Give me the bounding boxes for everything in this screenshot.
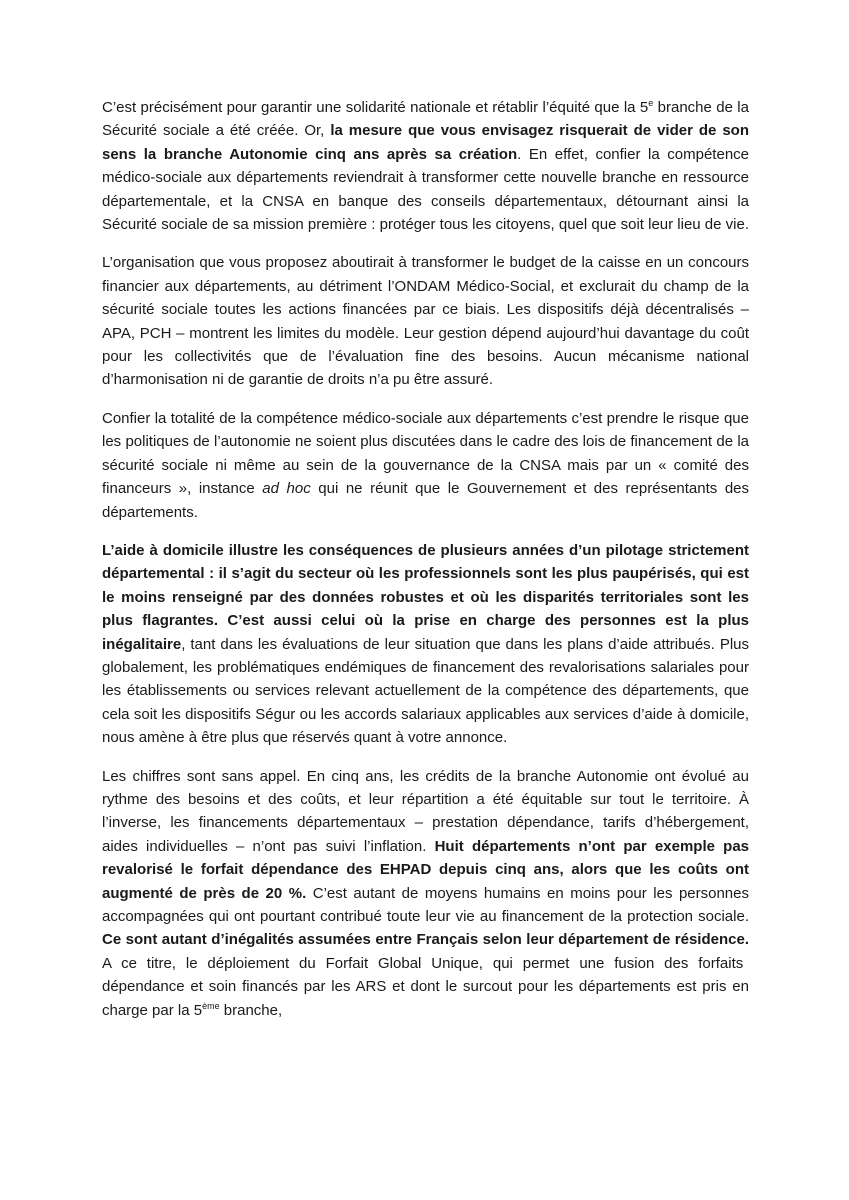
paragraph-3: Confier la totalité de la compétence médico-sociale aux départements c’est prendre le risque que les politiques de l’autonomie ne soient plus discutées dans le cadre des lois de financement de la sécurité sociale ni même au sein de la gouvernance de la CNSA mais par un « comité des financeurs », instance ad hoc qui ne réunit que le Gouvernement et des représentants des départements. [102,409,750,521]
paragraph-2: L’organisation que vous proposez aboutirait à transformer le budget de la caisse en un concours financier aux départements, au détriment l’ONDAM Médico-Social, et exclurait du champ de la sécurité sociale toutes les actions financées par ce biais. Les dispositifs déjà décentralisés – APA, PCH – montrent les limites du modèle. Leur gestion dépend aujourd’hui davantage du coût pour les collectivités que de l’évaluation fine des besoins. Aucun mécanisme national d’harmonisation ni de garantie de droits n’a pu être assuré. [102,254,749,389]
bold-emphasis: Huit départements n’ont par exemple pas revalorisé le forfait dépendance des EHPAD depuis cinq ans, alors que les coûts ont augmenté de près de 20 %. [102,837,749,902]
bold-emphasis: Ce sont autant d’inégalités assumées entre Français selon leur département de résidence. [102,931,749,949]
paragraph-1: C’est précisément pour garantir une solidarité nationale et rétablir l’équité que la 5e branche de la Sécurité sociale a été créée. Or, la mesure que vous envisagez risquerait de vider de son sens la branche Autonomie cinq ans après sa création. En effet, confier la compétence médico-sociale aux départements reviendrait à transformer cette nouvelle branche en ressource départementale, et la CNSA en banque des conseils départementaux, détournant ainsi la Sécurité sociale de sa mission première : protéger tous les citoyens, quel que soit leur lieu de vie. [102,98,750,234]
document-page [102,96,749,1037]
bold-emphasis: L’aide à domicile illustre les conséquences de plusieurs années d’un pilotage strictement départemental : il s’agit du secteur où les professionnels sont les plus paupérisés, qui est le moins renseigné par des données robustes et où les disparités territoriales sont les plus flagrantes. C’est aussi celui où la prise en charge des personnes est la plus inégalitaire [102,541,749,653]
paragraph-4: L’aide à domicile illustre les conséquences de plusieurs années d’un pilotage strictement départemental : il s’agit du secteur où les professionnels sont les plus paupérisés, qui est le moins renseigné par des données robustes et où les disparités territoriales sont les plus flagrantes. C’est aussi celui où la prise en charge des personnes est la plus inégalitaire, tant dans les évaluations de leur situation que dans les plans d’aide attribués. Plus globalement, les problématiques endémiques de financement des revalorisations salariales pour les établissements ou services relevant actuellement de la compétence des départements, que cela soit les dispositifs Ségur ou les accords salariaux applicables aux services d’aide à domicile, nous amène à être plus que réservés quant à votre annonce. [102,541,749,747]
bold-emphasis: la mesure que vous envisagez risquerait de vider de son sens la branche Autonomie cinq ans après sa création [102,122,749,163]
italic-term: ad hoc [262,480,311,498]
paragraph-5: Les chiffres sont sans appel. En cinq ans, les crédits de la branche Autonomie ont évolué au rythme des besoins et des coûts, et leur répartition a été équitable sur tout le territoire. À l’inverse, les financements départementaux – prestation dépendance, tarifs d’hébergement, aides individuelles – n’ont pas suivi l’inflation. Huit départements n’ont par exemple pas revalorisé le forfait dépendance des EHPAD depuis cinq ans, alors que les coûts ont augmenté de près de 20 %. C’est autant de moyens humains en moins pour les personnes accompagnées qui ont pourtant contribué toute leur vie au financement de la protection sociale. Ce sont autant d’inégalités assumées entre Français selon leur département de résidence. A ce titre, le déploiement du Forfait Global Unique, qui permet une fusion des forfaits dépendance et soin financés par les ARS et dont le surcout pour les départements est pris en charge par la 5ème branche, [102,767,749,1019]
